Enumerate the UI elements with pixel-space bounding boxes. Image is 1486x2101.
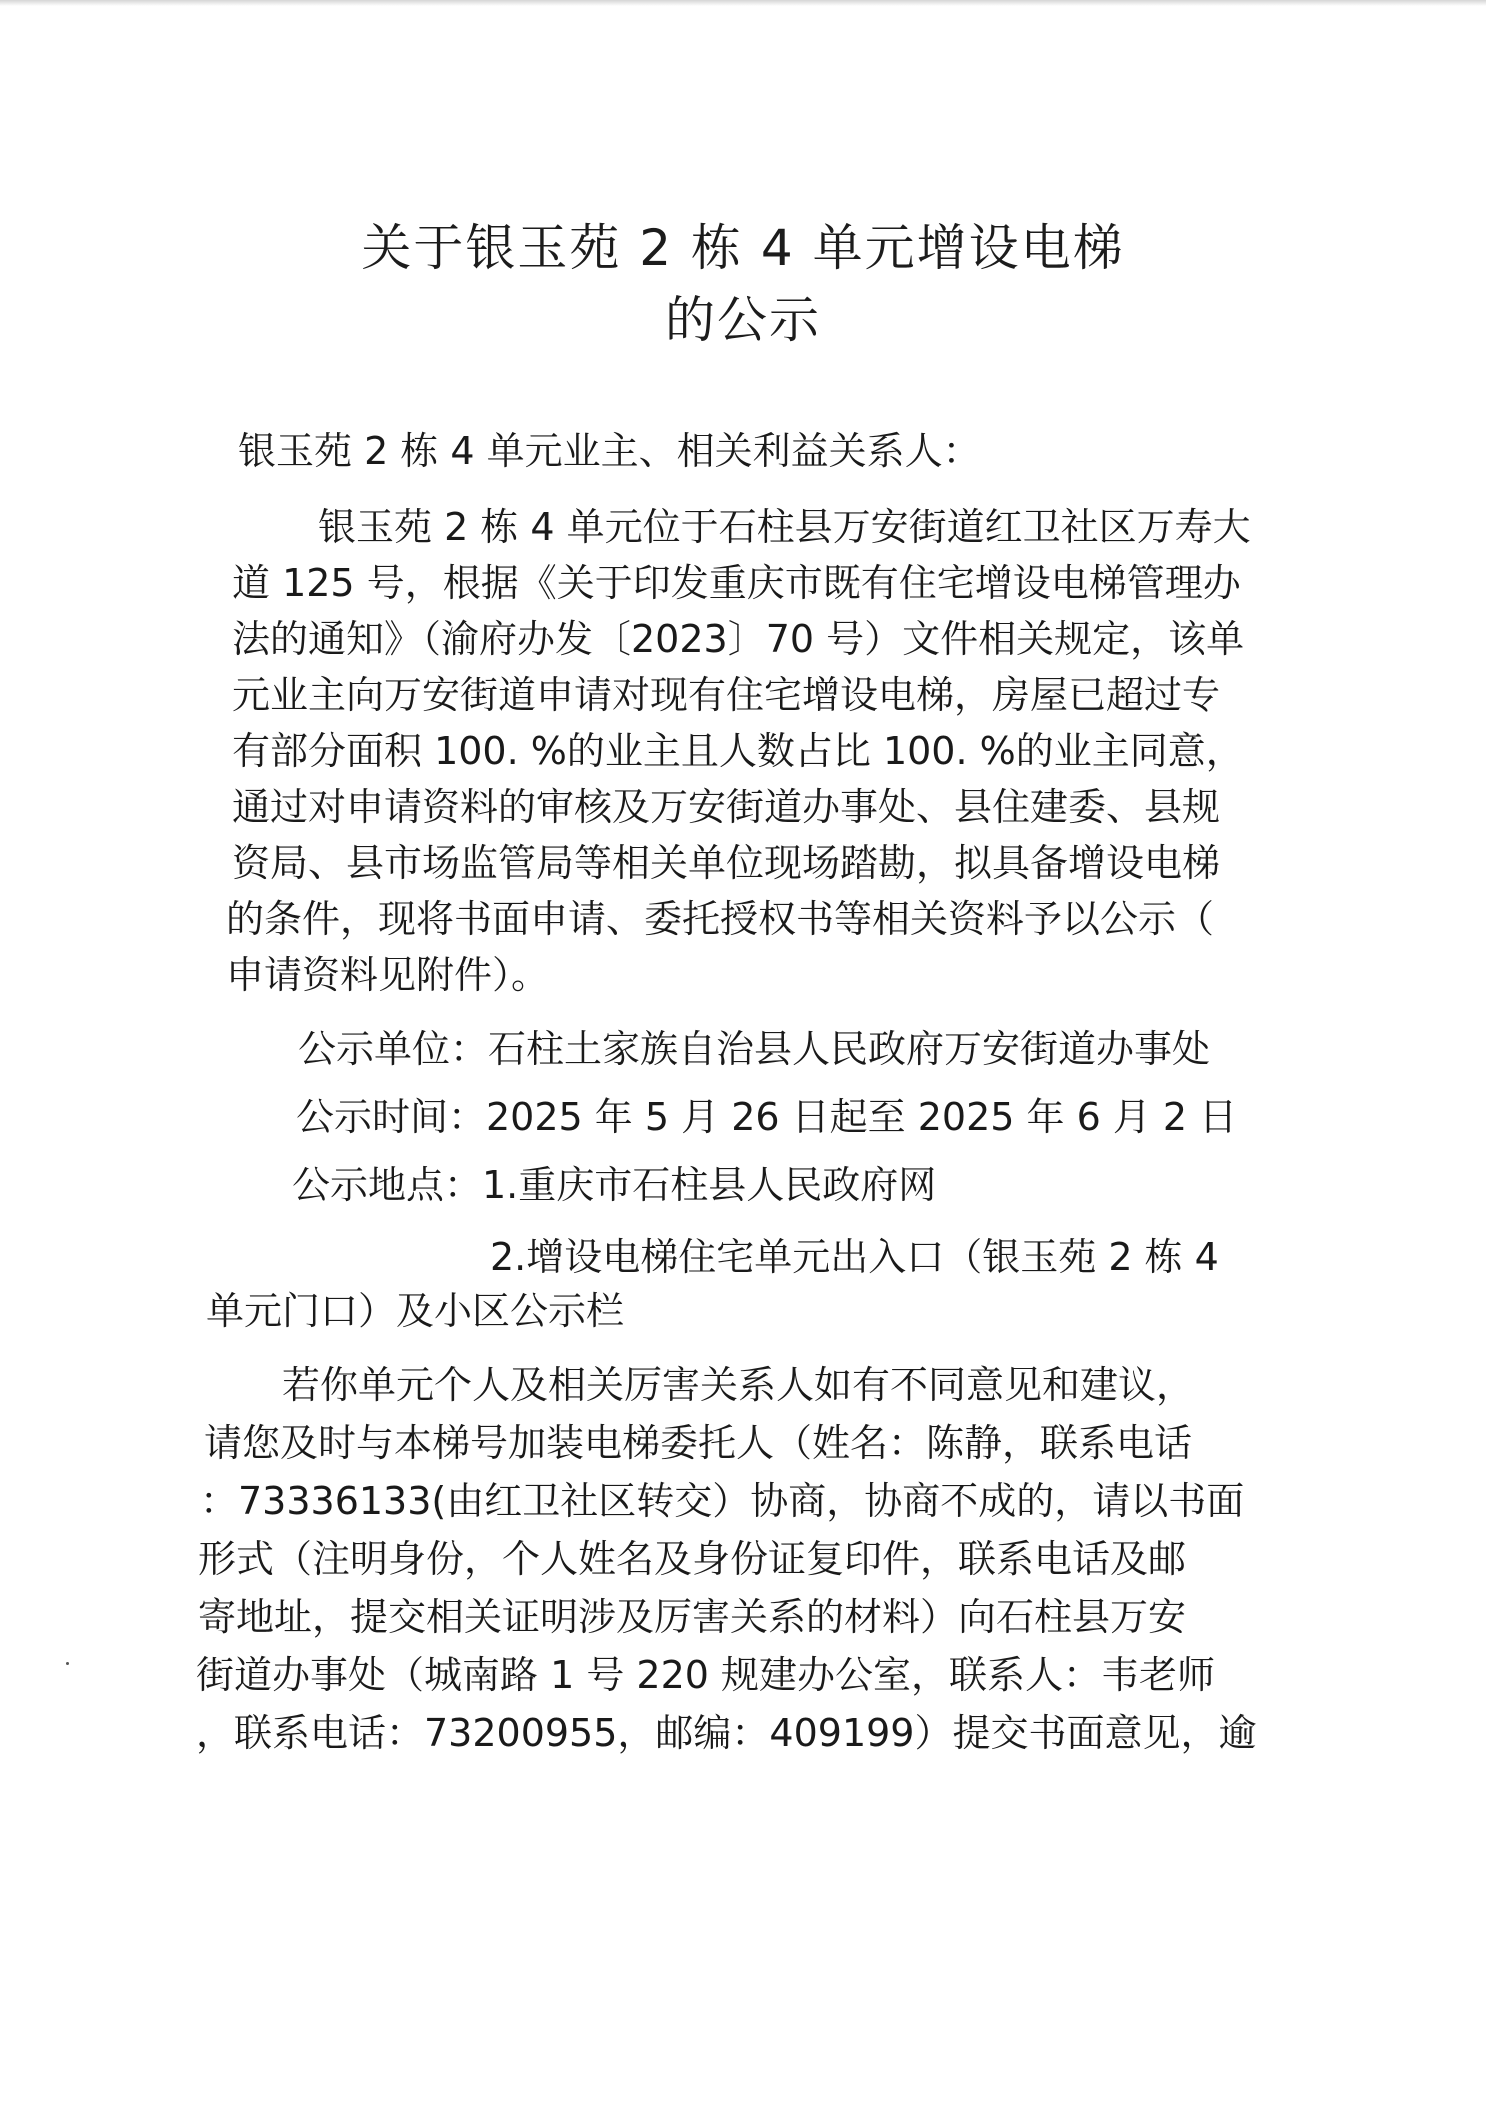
body-line: 道 125 号，根据《关于印发重庆市既有住宅增设电梯管理办 <box>232 561 1241 605</box>
document-title-line-2: 的公示 <box>665 291 821 349</box>
objection-line: ：73336133(由红卫社区转交）协商，协商不成的，请以书面 <box>200 1479 1245 1523</box>
notice-place-line-1: 公示地点：1.重庆市石柱县人民政府网 <box>292 1163 937 1207</box>
scan-edge <box>0 0 1486 6</box>
notice-time: 公示时间：2025 年 5 月 26 日起至 2025 年 6 月 2 日 <box>296 1095 1238 1139</box>
body-line: 元业主向万安街道申请对现有住宅增设电梯，房屋已超过专 <box>232 673 1221 717</box>
objection-line: 形式（注明身份，个人姓名及身份证复印件，联系电话及邮 <box>198 1537 1187 1581</box>
salutation: 银玉苑 2 栋 4 单元业主、相关利益关系人： <box>238 429 981 473</box>
notice-place-line-2: 2.增设电梯住宅单元出入口（银玉苑 2 栋 4 <box>490 1235 1219 1279</box>
objection-line: 若你单元个人及相关厉害关系人如有不同意见和建议， <box>282 1363 1195 1407</box>
objection-line: ，联系电话：73200955，邮编：409199）提交书面意见，逾 <box>196 1711 1257 1755</box>
objection-line: 街道办事处（城南路 1 号 220 规建办公室，联系人：韦老师 <box>196 1653 1216 1697</box>
document-title-line-1: 关于银玉苑 2 栋 4 单元增设电梯 <box>361 219 1125 277</box>
objection-line: 请您及时与本梯号加装电梯委托人（姓名：陈静，联系电话 <box>204 1421 1193 1465</box>
objection-line: 寄地址，提交相关证明涉及厉害关系的材料）向石柱县万安 <box>198 1595 1187 1639</box>
notice-unit: 公示单位：石柱土家族自治县人民政府万安街道办事处 <box>298 1027 1211 1071</box>
scan-speck <box>66 1662 69 1665</box>
body-line: 法的通知》（渝府办发〔2023〕70 号）文件相关规定，该单 <box>232 617 1245 661</box>
body-line: 有部分面积 100. %的业主且人数占比 100. %的业主同意， <box>232 729 1244 773</box>
body-line: 银玉苑 2 栋 4 单元位于石柱县万安街道红卫社区万寿大 <box>318 505 1251 549</box>
body-line: 的条件，现将书面申请、委托授权书等相关资料予以公示（ <box>226 897 1215 941</box>
notice-place-line-3: 单元门口）及小区公示栏 <box>206 1289 625 1333</box>
body-line: 申请资料见附件）。 <box>226 953 550 997</box>
body-line: 资局、县市场监管局等相关单位现场踏勘，拟具备增设电梯 <box>232 841 1221 885</box>
body-line: 通过对申请资料的审核及万安街道办事处、县住建委、县规 <box>232 785 1221 829</box>
